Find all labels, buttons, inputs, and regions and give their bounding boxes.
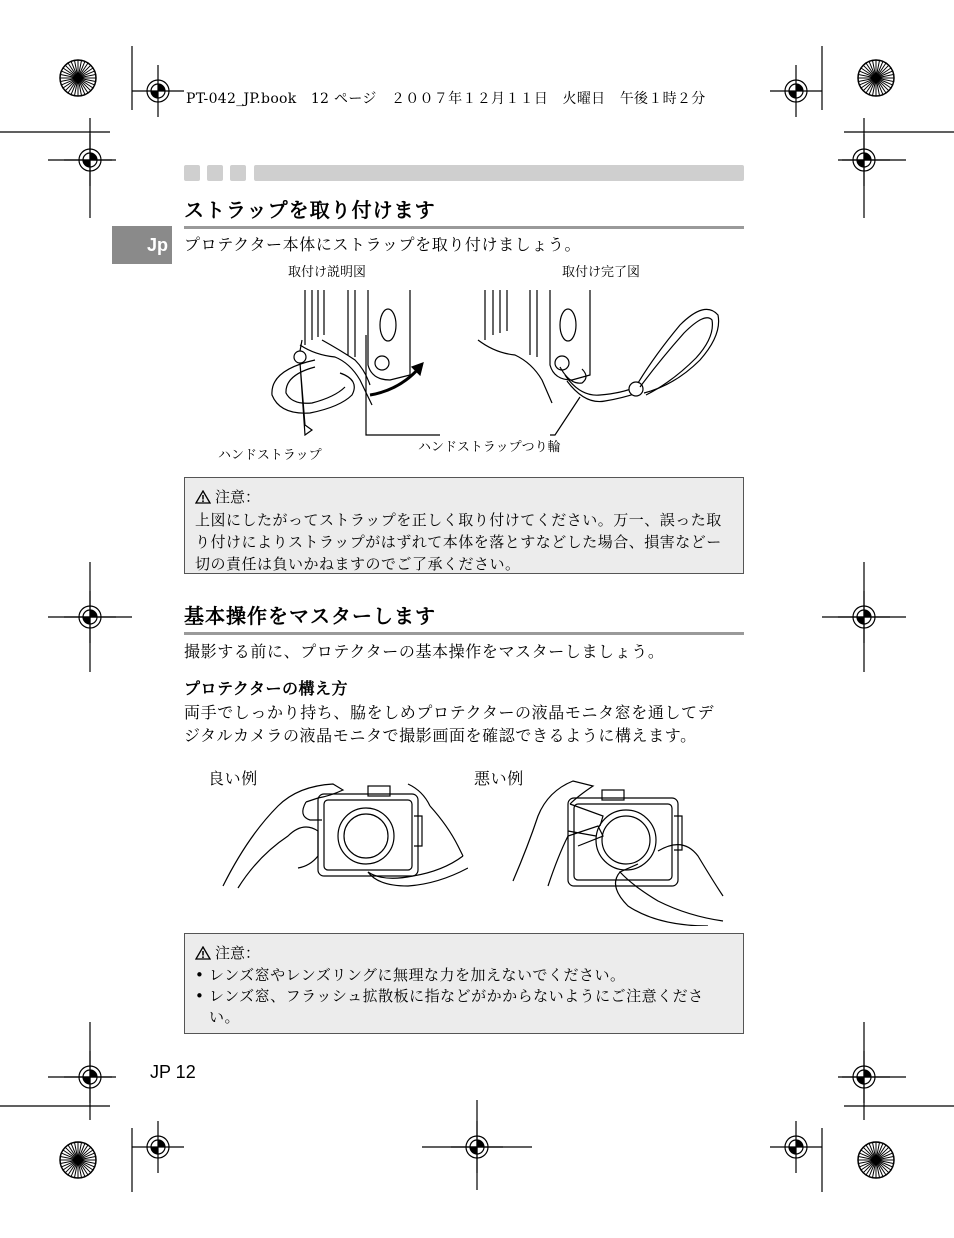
language-tab: Jp	[112, 226, 172, 264]
caution-title: 注意：	[195, 942, 733, 964]
caution-bullet: • レンズ窓やレンズリングに無理な力を加えないでください。	[195, 965, 733, 986]
warning-icon	[195, 490, 211, 504]
label-hand-strap: ハンドストラップ	[218, 448, 322, 463]
caution-text: 上図にしたがってストラップを正しく取り付けてください。万一、誤った取 り付けによりストラップがはずれて本体を落とすなどした場合、損害などー 切の責任は負いかねますのでご了承ください。	[195, 511, 722, 573]
caution-bullet: • レンズ窓、フラッシュ拡散板に指などがかからないようにご注意ください。	[195, 986, 733, 1028]
good-holding-illustration	[218, 776, 468, 896]
bad-example-label: 悪い例	[474, 769, 524, 788]
figure-left-caption: 取付け説明図	[288, 265, 367, 280]
bad-holding-illustration	[508, 776, 728, 926]
section-decor-bar	[184, 165, 744, 181]
caution-list	[195, 965, 733, 1028]
holding-paragraph: 両手でしっかり持ち、脇をしめプロテクターの液晶モニタ窓を通してデ ジタルカメラの液晶モニタで撮影画面を確認できるように構えます。	[184, 703, 715, 745]
warning-icon	[195, 946, 211, 960]
page-number: JP 12	[150, 1062, 196, 1082]
section2-intro: 撮影する前に、プロテクターの基本操作をマスターしましょう。	[184, 642, 665, 661]
section1-intro: プロテクター本体にストラップを取り付けましょう。	[184, 235, 582, 254]
caution-box-strap	[184, 477, 744, 574]
section2-title: 基本操作をマスターします	[184, 600, 744, 635]
label-strap-ring: ハンドストラップつり輪	[418, 440, 561, 455]
subheading-holding: プロテクターの構え方	[184, 679, 349, 698]
strap-attachment-illustration	[260, 285, 730, 445]
caution-title: 注意：	[195, 486, 733, 508]
print-header: PT-042_JP.book 12 ページ ２００７年１２月１１日 火曜日 午後１時２分	[186, 91, 706, 107]
figure-right-caption: 取付け完了図	[562, 265, 641, 280]
caution-box-lens	[184, 933, 744, 1034]
section1-title: ストラップを取り付けます	[184, 194, 744, 229]
good-example-label: 良い例	[208, 769, 258, 788]
